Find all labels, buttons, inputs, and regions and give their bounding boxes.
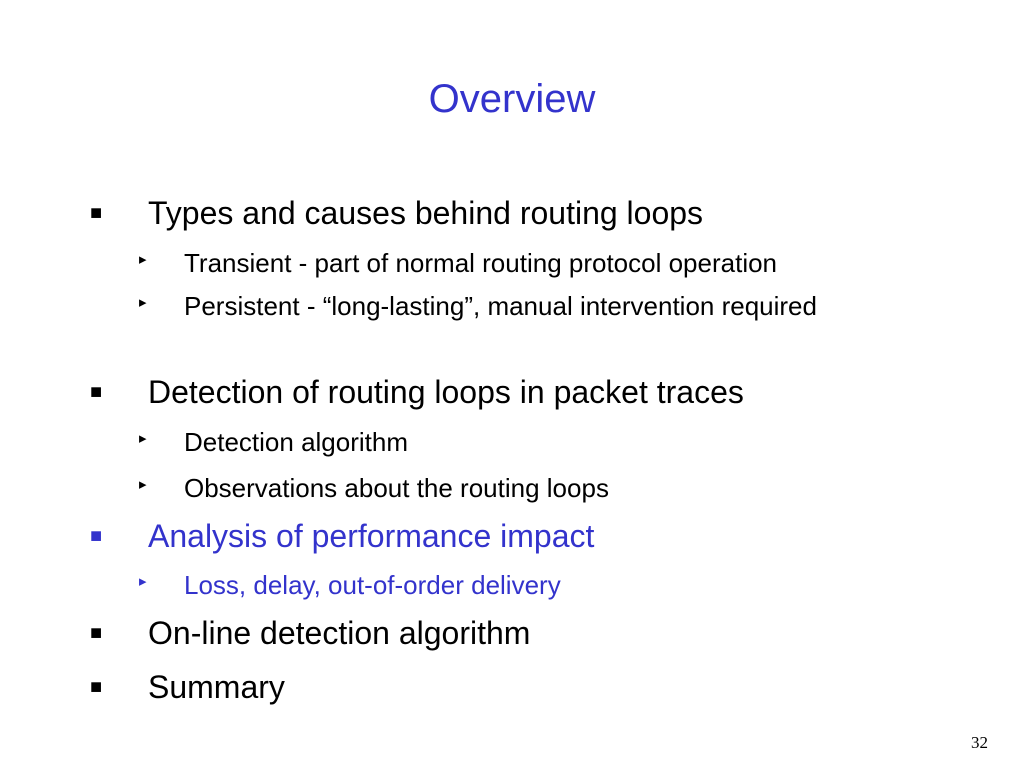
sub-bullet-text: Persistent - “long-lasting”, manual intervention required: [184, 291, 817, 321]
square-bullet-icon: ■: [90, 381, 103, 403]
bullet-text: Analysis of performance impact: [148, 518, 595, 554]
sub-bullet-text: Observations about the routing loops: [184, 473, 609, 503]
triangle-bullet-icon: ▸: [139, 251, 147, 268]
triangle-bullet-icon: ▸: [139, 294, 147, 311]
bullet-text: Detection of routing loops in packet traces: [148, 374, 744, 410]
triangle-bullet-icon: ▸: [139, 476, 147, 493]
bullet-text: Types and causes behind routing loops: [148, 195, 704, 231]
bullet-text: On-line detection algorithm: [148, 615, 531, 651]
slide-title: Overview: [428, 77, 596, 121]
triangle-bullet-icon: ▸: [139, 573, 147, 590]
bullet-text: Summary: [148, 669, 285, 705]
square-bullet-icon: ■: [90, 525, 103, 547]
square-bullet-icon: ■: [90, 676, 103, 698]
sub-bullet-text: Transient - part of normal routing protocol operation: [184, 248, 778, 278]
sub-bullet-text: Detection algorithm: [184, 427, 408, 457]
triangle-bullet-icon: ▸: [139, 430, 147, 447]
page-number: 32: [971, 733, 988, 752]
square-bullet-icon: ■: [90, 202, 103, 224]
square-bullet-icon: ■: [90, 622, 103, 644]
sub-bullet-text: Loss, delay, out-of-order delivery: [184, 570, 561, 600]
